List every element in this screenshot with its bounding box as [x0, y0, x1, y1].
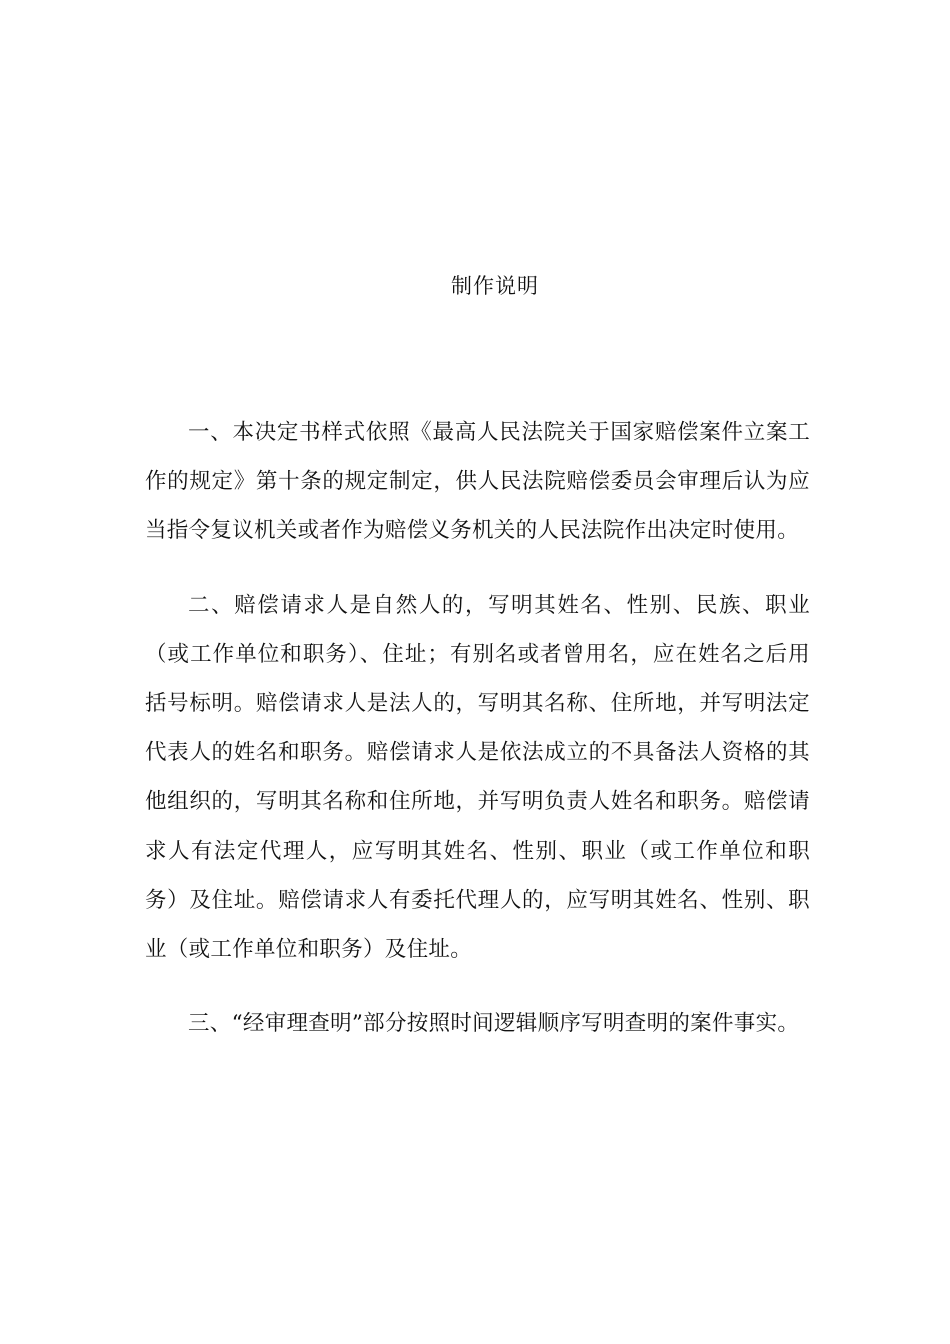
paragraph-1: 一、本决定书样式依照《最高人民法院关于国家赔偿案件立案工作的规定》第十条的规定制定，供人民法院赔偿委员会审理后认为应当指令复议机关或者作为赔偿义务机关的人民法院作出决定时使用。	[145, 420, 810, 544]
paragraph-3: 三、“经审理查明”部分按照时间逻辑顺序写明查明的案件事实。	[188, 1011, 800, 1037]
document-body	[145, 408, 810, 1073]
document-title: 制作说明	[451, 274, 539, 298]
paragraph-2: 二、赔偿请求人是自然人的，写明其姓名、性别、民族、职业（或工作单位和职务）、住址；有别名或者曾用名，应在姓名之后用括号标明。赔偿请求人是法人的，写明其名称、住所地，并写明法定代表人的姓名和职务。赔偿请求人是依法成立的不具备法人资格的其他组织的，写明其名称和住所地，并写明负责人姓名和职务。赔偿请求人有法定代理人，应写明其姓名、性别、职业（或工作单位和职务）及住址。赔偿请求人有委托代理人的，应写明其姓名、性别、职业（或工作单位和职务）及住址。	[145, 592, 810, 963]
